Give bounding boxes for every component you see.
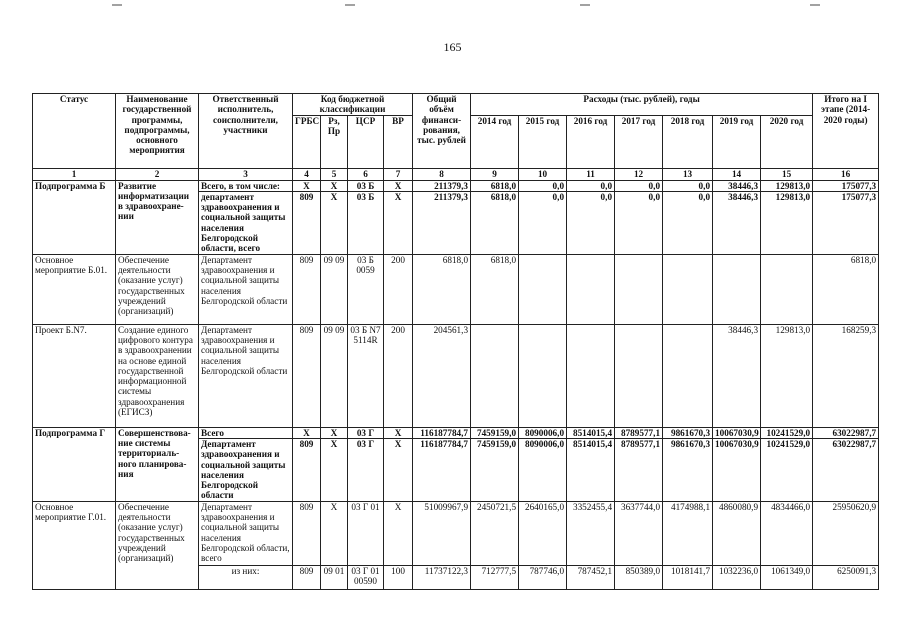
row-responsible: Департамент здравоохранения и социальной защиты населения Белгородской области, всего	[199, 501, 293, 565]
cell-value: X	[321, 191, 348, 254]
column-number: 9	[471, 168, 519, 180]
row-status: Основное мероприятие Г.01.	[33, 501, 116, 589]
cell-value: X	[384, 180, 413, 191]
header-year-2020: 2020 год	[761, 115, 813, 168]
cell-value: 6818,0	[471, 180, 519, 191]
cell-value: 6818,0	[471, 191, 519, 254]
column-number: 12	[615, 168, 663, 180]
row-responsible: Всего	[199, 427, 293, 438]
cell-value: 175077,3	[813, 191, 879, 254]
cell-value: 8789577,1	[615, 438, 663, 501]
cell-value: 211379,3	[413, 180, 471, 191]
row-responsible: из них:	[199, 565, 293, 589]
table-row	[33, 427, 879, 438]
cell-value: 8789577,1	[615, 427, 663, 438]
cell-value: 51009967,9	[413, 501, 471, 565]
cell-value: 03 Г	[348, 427, 384, 438]
cell-value: 11737122,3	[413, 565, 471, 589]
cell-value: 03 Б	[348, 191, 384, 254]
column-number: 13	[663, 168, 713, 180]
row-name: Обеспечение деятельности (оказание услуг) государственных учреждений (организаций)	[116, 501, 199, 589]
cell-value: 116187784,7	[413, 427, 471, 438]
cell-value: 809	[293, 324, 321, 427]
cell-value: X	[321, 180, 348, 191]
scan-artifact	[580, 4, 590, 6]
header-year-2015: 2015 год	[519, 115, 567, 168]
row-status: Основное мероприятие Б.01.	[33, 254, 116, 324]
cell-value: 4174988,1	[663, 501, 713, 565]
cell-value: 9861670,3	[663, 427, 713, 438]
cell-value: 809	[293, 501, 321, 565]
cell-value: 787452,1	[567, 565, 615, 589]
cell-value	[519, 324, 567, 427]
cell-value: 8514015,4	[567, 427, 615, 438]
cell-value: X	[321, 427, 348, 438]
column-number: 5	[321, 168, 348, 180]
header-rzpr: Рз, Пр	[321, 115, 348, 168]
column-number: 11	[567, 168, 615, 180]
row-name: Развитие информатизации в здравоохране-нии	[116, 180, 199, 254]
cell-value: 6818,0	[813, 254, 879, 324]
row-responsible: Департамент здравоохранения и социальной защиты населения Белгородской области	[199, 438, 293, 501]
cell-value: 09 09	[321, 254, 348, 324]
cell-value: 38446,3	[713, 191, 761, 254]
cell-value: 175077,3	[813, 180, 879, 191]
cell-value: 809	[293, 565, 321, 589]
cell-value: 9861670,3	[663, 438, 713, 501]
cell-value: 8090006,0	[519, 427, 567, 438]
cell-value: 03 Б 0059	[348, 254, 384, 324]
row-status: Проект Б.N7.	[33, 324, 116, 427]
cell-value: 211379,3	[413, 191, 471, 254]
cell-value	[615, 324, 663, 427]
header-csr: ЦСР	[348, 115, 384, 168]
cell-value: 2640165,0	[519, 501, 567, 565]
cell-value	[663, 324, 713, 427]
cell-value: 809	[293, 438, 321, 501]
header-year-2014: 2014 год	[471, 115, 519, 168]
cell-value: 03 Б	[348, 180, 384, 191]
budget-table	[32, 93, 879, 590]
cell-value: 809	[293, 254, 321, 324]
cell-value	[567, 254, 615, 324]
cell-value: 25950620,9	[813, 501, 879, 565]
cell-value: 03 Г 01	[348, 501, 384, 565]
cell-value: 0,0	[567, 191, 615, 254]
cell-value	[713, 254, 761, 324]
table-body	[33, 180, 879, 589]
column-number: 6	[348, 168, 384, 180]
table-row	[33, 180, 879, 191]
cell-value: 09 09	[321, 324, 348, 427]
header-status: Статус	[33, 94, 116, 169]
header-year-2017: 2017 год	[615, 115, 663, 168]
cell-value: 1061349,0	[761, 565, 813, 589]
cell-value: 03 Б N7 5114R	[348, 324, 384, 427]
cell-value: 38446,3	[713, 324, 761, 427]
header-year-2018: 2018 год	[663, 115, 713, 168]
table-row	[33, 254, 879, 324]
cell-value: X	[384, 501, 413, 565]
cell-value: 0,0	[567, 180, 615, 191]
cell-value: 10067030,9	[713, 438, 761, 501]
cell-value: 8090006,0	[519, 438, 567, 501]
column-number: 16	[813, 168, 879, 180]
cell-value: 6818,0	[471, 254, 519, 324]
cell-value: 3637744,0	[615, 501, 663, 565]
header-vr: ВР	[384, 115, 413, 168]
scan-artifact	[345, 4, 355, 6]
cell-value: 09 01	[321, 565, 348, 589]
cell-value: 100	[384, 565, 413, 589]
cell-value: 204561,3	[413, 324, 471, 427]
cell-value: 03 Г	[348, 438, 384, 501]
cell-value: X	[384, 191, 413, 254]
column-number: 10	[519, 168, 567, 180]
cell-value: 129813,0	[761, 180, 813, 191]
header-grbs: ГРБС	[293, 115, 321, 168]
cell-value: 712777,5	[471, 565, 519, 589]
column-number: 7	[384, 168, 413, 180]
row-responsible: Всего, в том числе:	[199, 180, 293, 191]
cell-value: X	[293, 427, 321, 438]
header-total: Общий объём финанси-рования, тыс. рублей	[413, 94, 471, 169]
row-status: Подпрограмма Г	[33, 427, 116, 501]
cell-value: X	[384, 438, 413, 501]
column-number: 8	[413, 168, 471, 180]
row-responsible: Департамент здравоохранения и социальной защиты населения Белгородской области	[199, 324, 293, 427]
cell-value: 787746,0	[519, 565, 567, 589]
cell-value: 63022987,7	[813, 438, 879, 501]
header-stage-total: Итого на I этапе (2014-2020 годы)	[813, 94, 879, 169]
cell-value: 10241529,0	[761, 438, 813, 501]
header-responsible: Ответственный исполнитель, соисполнители, участники	[199, 94, 293, 169]
cell-value: 0,0	[519, 180, 567, 191]
cell-value: 1018141,7	[663, 565, 713, 589]
row-status: Подпрограмма Б	[33, 180, 116, 254]
row-name: Совершенствова-ние системы территориаль-ного планирова-ния	[116, 427, 199, 501]
header-budget-code: Код бюджетной классификации	[293, 94, 413, 116]
table-header	[33, 94, 879, 181]
cell-value: 7459159,0	[471, 438, 519, 501]
cell-value: 38446,3	[713, 180, 761, 191]
row-responsible: Департамент здравоохранения и социальной защиты населения Белгородской области	[199, 254, 293, 324]
column-number: 1	[33, 168, 116, 180]
cell-value: 3352455,4	[567, 501, 615, 565]
column-number: 15	[761, 168, 813, 180]
scan-artifact	[112, 4, 122, 6]
cell-value: 1032236,0	[713, 565, 761, 589]
cell-value: 0,0	[615, 191, 663, 254]
table-row	[33, 501, 879, 565]
cell-value: X	[321, 438, 348, 501]
cell-value: 809	[293, 191, 321, 254]
cell-value: 7459159,0	[471, 427, 519, 438]
column-number: 2	[116, 168, 199, 180]
cell-value: 03 Г 01 00590	[348, 565, 384, 589]
cell-value: 0,0	[615, 180, 663, 191]
cell-value: 129813,0	[761, 191, 813, 254]
cell-value: 63022987,7	[813, 427, 879, 438]
column-number: 3	[199, 168, 293, 180]
row-responsible: департамент здравоохранения и социальной защиты населения Белгородской области, всего	[199, 191, 293, 254]
header-name: Наименование государственной программы, подпрограммы, основного мероприятия	[116, 94, 199, 169]
cell-value: 4834466,0	[761, 501, 813, 565]
cell-value	[663, 254, 713, 324]
row-name: Создание единого цифрового контура в здравоохранении на основе единой государственной информационной системы здравоохранения (ЕГИСЗ)	[116, 324, 199, 427]
cell-value: 200	[384, 324, 413, 427]
cell-value	[761, 254, 813, 324]
table-row	[33, 324, 879, 427]
column-number: 4	[293, 168, 321, 180]
cell-value: 8514015,4	[567, 438, 615, 501]
cell-value: X	[321, 501, 348, 565]
cell-value: 10241529,0	[761, 427, 813, 438]
cell-value: 850389,0	[615, 565, 663, 589]
cell-value	[567, 324, 615, 427]
cell-value: 0,0	[663, 191, 713, 254]
column-number-row	[33, 168, 879, 180]
cell-value	[471, 324, 519, 427]
cell-value: 129813,0	[761, 324, 813, 427]
cell-value: 116187784,7	[413, 438, 471, 501]
cell-value: 2450721,5	[471, 501, 519, 565]
scan-artifact	[810, 4, 820, 6]
column-number: 14	[713, 168, 761, 180]
cell-value	[615, 254, 663, 324]
header-year-2016: 2016 год	[567, 115, 615, 168]
cell-value: 6250091,3	[813, 565, 879, 589]
cell-value: X	[293, 180, 321, 191]
cell-value: 0,0	[519, 191, 567, 254]
cell-value: 4860080,9	[713, 501, 761, 565]
cell-value: X	[384, 427, 413, 438]
cell-value: 0,0	[663, 180, 713, 191]
row-name: Обеспечение деятельности (оказание услуг) государственных учреждений (организаций)	[116, 254, 199, 324]
cell-value: 168259,3	[813, 324, 879, 427]
header-expenses: Расходы (тыс. рублей), годы	[471, 94, 813, 116]
header-year-2019: 2019 год	[713, 115, 761, 168]
cell-value: 10067030,9	[713, 427, 761, 438]
cell-value	[519, 254, 567, 324]
cell-value: 200	[384, 254, 413, 324]
cell-value: 6818,0	[413, 254, 471, 324]
page-number: 165	[443, 40, 462, 54]
